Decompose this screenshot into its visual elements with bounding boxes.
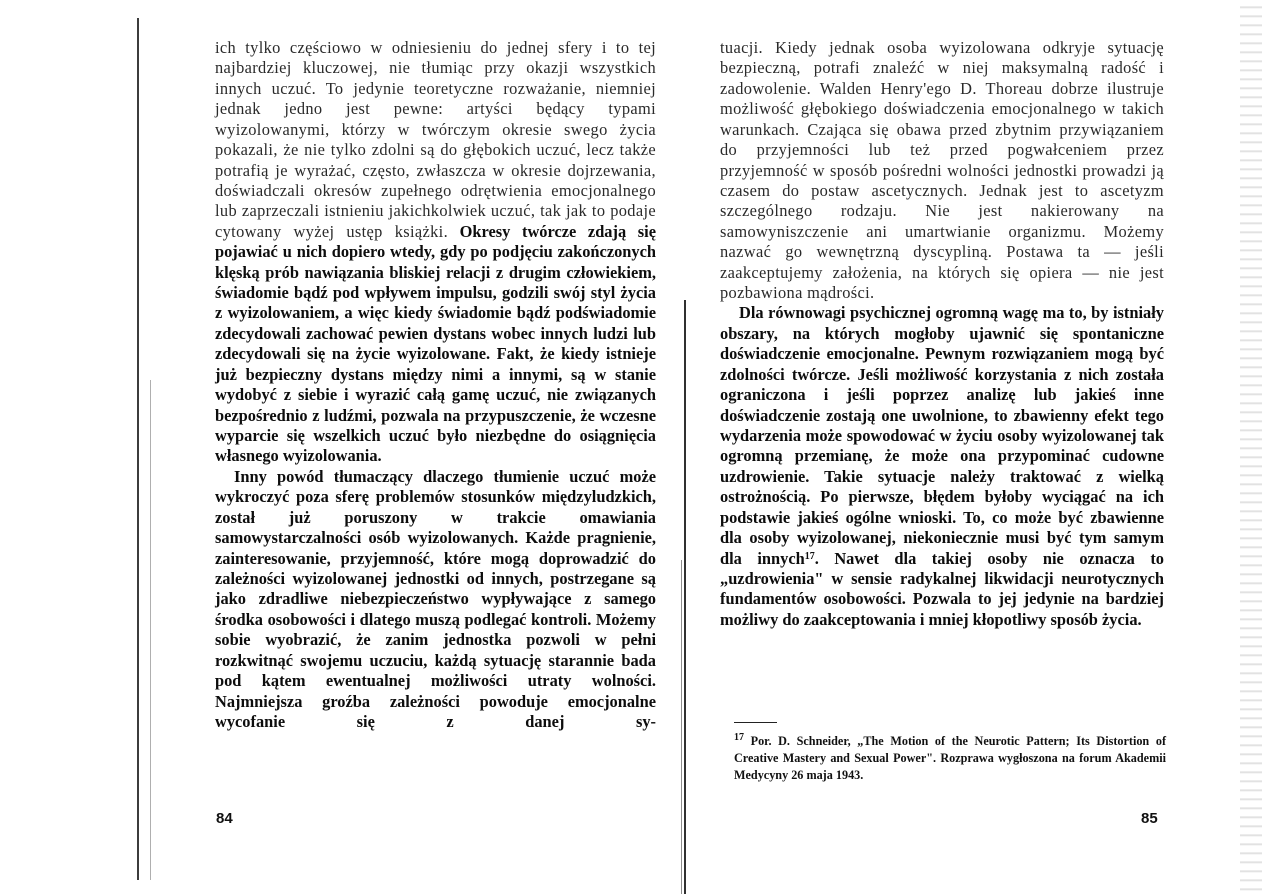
footnote-reference-17: 17: [804, 550, 815, 562]
footnote-rule: [734, 722, 777, 723]
book-spine: [684, 300, 686, 894]
left-paragraph-1-light: ich tylko częściowo w odniesieniu do jednej sfery i to tej najbardziej kluczowej, nie tłumiąc przy okazji wszystkich innych uczuć. To jedynie teoretyczne rozważanie, niemniej jednak jedno jest pewne: artyści będący typami wyizolowanymi, którzy w twórczym okresie swego życia pokazali, że nie tylko zdolni są do głębokich uczuć, lecz także potrafią je wyrażać, często, zwłaszcza w okresie dojrzewania, doświadczali okresów zupełnego odrętwienia emocjonalnego lub zaprzeczali istnieniu jakichkolwiek uczuć, tak jak to podaje cytowany wyżej ustęp książki.: [215, 38, 656, 241]
right-paragraph-2-end: . Nawet dla takiej osoby nie oznacza to „uzdrowienia" w sensie radykalnej likwidacji neurotycznych fundamentów osobowości. Pozwala to jej jedynie na bardziej możliwy do zaakceptowania i mniej kłopotliwy sposób życia.: [720, 548, 1164, 629]
scan-left-shadow: [150, 380, 151, 880]
left-page-number: 84: [216, 810, 233, 827]
right-paragraph-2: [720, 303, 1164, 630]
scan-left-edge: [137, 18, 139, 880]
right-page-number: 85: [1141, 810, 1158, 827]
footnote-text: Por. D. Schneider, „The Motion of the Neurotic Pattern; Its Distortion of Creative Mastery and Sexual Power". Rozprawa wygłoszona na forum Akademii Medycyny 26 maja 1943.: [734, 734, 1166, 782]
footnote-17: [734, 733, 1166, 784]
left-paragraph-2: Inny powód tłumaczący dlaczego tłumienie uczuć może wykroczyć poza sferę problemów stosunków międzyludzkich, został już poruszony w trakcie omawiania samowystarczalności osób wyizolowanych. Każde pragnienie, zainteresowanie, przyjemność, które mogą doprowadzić do zależności wyizolowanej jednostki od innych, postrzegane są jako zdradliwe niebezpieczeństwo wypływające z samego środka osobowości i dlatego muszą podlegać kontroli. Możemy sobie wyobrazić, że zanim jednostka pozwoli w pełni rozkwitnąć swojemu uczuciu, każdą sytuację starannie bada pod kątem ewentualnej możliwości utraty wolności. Najmniejsza groźba zależności powoduje emocjonalne wycofanie się z danej sy-: [215, 466, 656, 731]
left-page: [215, 38, 656, 732]
right-paragraph-2-text: Dla równowagi psychicznej ogromną wagę ma to, by istniały obszary, na których mogłoby ujawnić się spontaniczne doświadczenie emocjonalne. Pewnym rozwiązaniem mogą być zdolności twórcze. Jeśli możliwość korzystania z nich została ograniczona i jeśli poprzez analizę lub jakieś inne doświadczenie zostają one uwolnione, to zbawienny efekt tego wydarzenia może spowodować w życiu osoby wyizolowanej tak ogromną przemianę, że może ona przypominać cudowne uzdrowienie. Takie sytuacje należy traktować z wielką ostrożnością. Po pierwsze, błędem byłoby wyciągać na ich podstawie jakieś ogólne wnioski. To, co może być zbawienne dla osoby wyizolowanej, niekoniecznie musi być tym samym dla innych: [720, 303, 1164, 568]
book-spine-shadow: [681, 560, 682, 894]
right-paragraph-1: tuacji. Kiedy jednak osoba wyizolowana odkryje sytuację bezpieczną, potrafi znaleźć w niej maksymalną radość i zadowolenie. Walden Henry'ego D. Thoreau dobrze ilustruje możliwość głębokiego doświadczenia emocjonalnego w takich warunkach. Czająca się obawa przed zbytnim przywiązaniem do przyjemności lub też przed pogwałceniem przez przyjemność w sposób pośredni wolności jednostki prowadzi ją czasem do postaw ascetycznych. Jednak jest to ascetyzm szczególnego rodzaju. Nie jest nakierowany na samowyniszczenie ani umartwianie organizmu. Możemy nazwać go wewnętrzną dyscypliną. Postawa ta — jeśli zaakceptujemy założenia, na których się opiera — nie jest pozbawiona mądrości.: [720, 38, 1164, 303]
scan-right-edge-noise: [1240, 0, 1262, 894]
right-page: [720, 38, 1164, 630]
left-paragraph-1: [215, 38, 656, 467]
left-paragraph-1-dark: Okresy twórcze zdają się pojawiać u nich dopiero wtedy, gdy po podjęciu zakończonych klęską prób nawiązania bliskiej relacji z drugim człowiekiem, świadomie bądź pod wpływem impulsu, godzili swój styl życia z wyizolowaniem, a więc kiedy świadomie bądź podświadomie zdecydowali zachować pewien dystans wobec innych ludzi lub zdecydowali się na życie wyizolowane. Fakt, że kiedy istnieje już bezpieczny dystans między nimi a innymi, są w stanie wydobyć z siebie i wyrazić całą gamę uczuć, nie związanych bezpośrednio z ludźmi, pozwala na przypuszczenie, że wczesne wyparcie się wszelkich uczuć było niezbędne do osiągnięcia własnego wyizolowania.: [215, 221, 656, 466]
footnote-mark: 17: [734, 732, 744, 743]
